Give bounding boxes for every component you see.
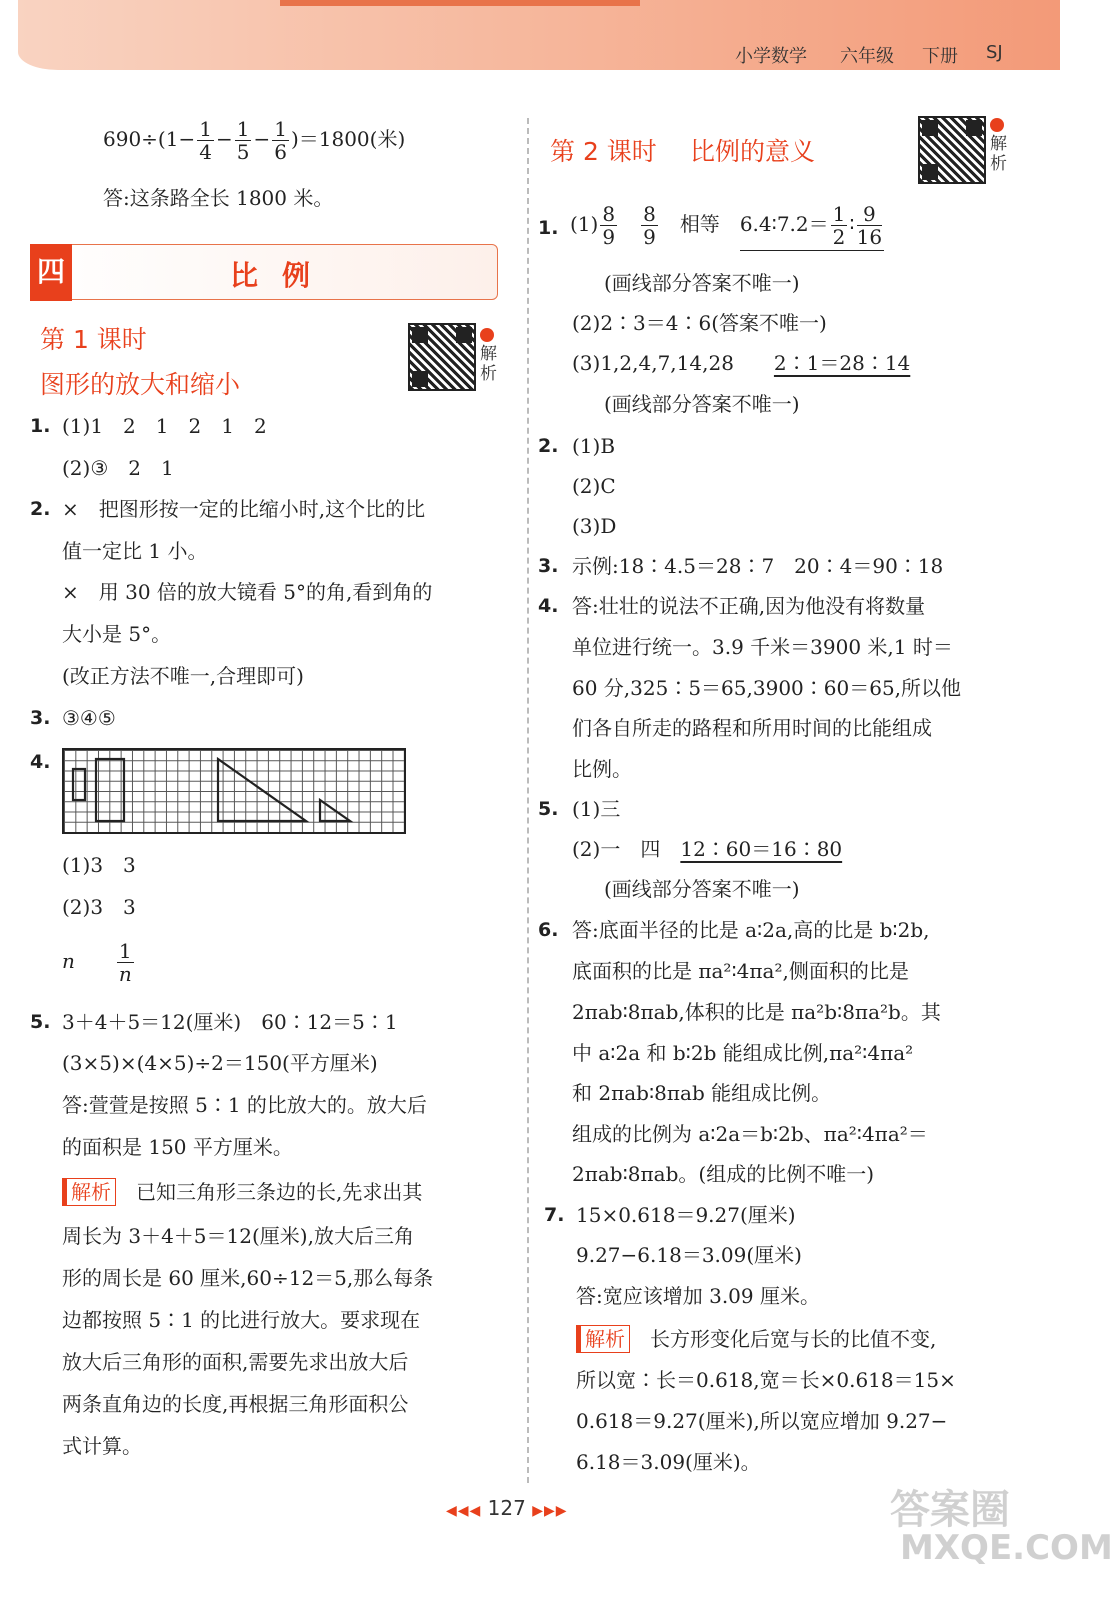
header-accent-bar xyxy=(280,0,640,6)
prev-answer: 答:这条路全长 1800 米。 xyxy=(103,186,334,210)
qr-label-lesson1[interactable]: 解析 xyxy=(480,328,500,384)
q5-explanation-line5: 放大后三角形的面积,需要先求出放大后 xyxy=(62,1350,409,1374)
q5-explanation-line3: 形的周长是 60 厘米,60÷12＝5,那么每条 xyxy=(62,1266,434,1290)
page-number: 127 xyxy=(487,1496,526,1520)
r-q2-part3: (3)D xyxy=(572,514,617,538)
r-q3-answer: 示例:18∶4.5＝28∶7 20∶4＝90∶18 xyxy=(572,554,944,578)
q5-explanation-line1: 解析 已知三角形三条边的长,先求出其 xyxy=(62,1178,422,1206)
r-q6-line3: 2πab∶8πab,体积的比是 πa²b∶8πa²b。其 xyxy=(572,1000,941,1024)
lesson1-number: 第 1 课时 xyxy=(40,325,147,354)
qr-code-lesson1[interactable] xyxy=(408,323,476,391)
r-q4-line5: 比例。 xyxy=(572,757,632,781)
r-q1-part1: (1) $\frac{8}{9}$ $\frac{8}{9}$ 相等 6.4∶7.2＝ $\frac{1}{2}$ ∶ $\frac{9}{16}$ xyxy=(570,202,883,249)
r-q7-explanation-line1: 解析 长方形变化后宽与长的比值不变, xyxy=(576,1325,936,1353)
q4-part1: (1)3 3 xyxy=(62,853,136,877)
q1-number: 1. xyxy=(30,415,51,437)
qr-label-lesson2[interactable]: 解析 xyxy=(990,118,1010,174)
r-q5-part2: (2)一 四 12∶60＝16∶80 xyxy=(572,837,843,861)
r-q7-line1: 15×0.618＝9.27(厘米) xyxy=(576,1203,796,1227)
q2-line5: (改正方法不唯一,合理即可) xyxy=(62,664,304,688)
lesson2-title: 比例的意义 xyxy=(690,137,816,166)
r-q2-number: 2. xyxy=(538,435,559,457)
page-header-band xyxy=(18,0,1060,70)
watermark-logo: 答案圈 xyxy=(890,1487,1010,1533)
q3-number: 3. xyxy=(30,707,51,729)
next-page-arrows[interactable]: ▶▶▶ xyxy=(532,1503,568,1519)
r-q6-line5: 和 2πab∶8πab 能组成比例。 xyxy=(572,1081,832,1105)
r-q4-line3: 60 分,325∶5＝65,3900∶60＝65,所以他 xyxy=(572,676,962,700)
r-q6-number: 6. xyxy=(538,919,559,941)
q4-shapes xyxy=(62,748,406,834)
q5-line3: 答:萱萱是按照 5∶1 的比放大的。放大后 xyxy=(62,1093,427,1117)
r-q7-line3: 答:宽应该增加 3.09 厘米。 xyxy=(576,1284,820,1308)
q2-line1: × 把图形按一定的比缩小时,这个比的比 xyxy=(62,497,426,521)
r-q1-number: 1. xyxy=(538,217,559,239)
r-q1-note2: (画线部分答案不唯一) xyxy=(604,392,800,416)
q2-number: 2. xyxy=(30,498,51,520)
analysis-tag: 解析 xyxy=(576,1325,630,1353)
q5-line4: 的面积是 150 平方厘米。 xyxy=(62,1135,293,1159)
r-q4-line2: 单位进行统一。3.9 千米＝3900 米,1 时＝ xyxy=(572,635,953,659)
r-q5-note: (画线部分答案不唯一) xyxy=(604,877,800,901)
r-q5-number: 5. xyxy=(538,798,559,820)
unit-title: 比例 xyxy=(230,259,335,292)
lesson1-title: 图形的放大和缩小 xyxy=(40,370,241,399)
q5-line2: (3×5)×(4×5)÷2＝150(平方厘米) xyxy=(62,1051,378,1075)
r-q4-line4: 们各自所走的路程和所用时间的比能组成 xyxy=(572,716,932,740)
header-edition: SJ xyxy=(986,42,1003,63)
r-q6-line2: 底面积的比是 πa²∶4πa²,侧面积的比是 xyxy=(572,959,909,983)
q4-number: 4. xyxy=(30,751,51,773)
r-q6-line4: 中 a∶2a 和 b∶2b 能组成比例,πa²∶4πa² xyxy=(572,1041,914,1065)
r-q7-explanation-line2: 所以宽∶长＝0.618,宽＝长×0.618＝15× xyxy=(576,1368,956,1392)
play-icon xyxy=(480,328,494,342)
q3-answer: ③④⑤ xyxy=(62,706,116,730)
q4-part3: n $\frac{1}{n}$ xyxy=(62,939,132,986)
header-volume: 下册 xyxy=(922,46,958,67)
r-q6-line1: 答:底面半径的比是 a∶2a,高的比是 b∶2b, xyxy=(572,918,930,942)
watermark-site: MXQE.COM xyxy=(900,1528,1113,1568)
r-q4-line1: 答:壮壮的说法不正确,因为他没有将数量 xyxy=(572,594,926,618)
q2-line2: 值一定比 1 小。 xyxy=(62,539,208,563)
qr-code-lesson2[interactable] xyxy=(918,116,986,184)
lesson2-number: 第 2 课时 xyxy=(550,137,657,166)
q2-line4: 大小是 5°。 xyxy=(62,622,172,646)
analysis-tag: 解析 xyxy=(62,1178,116,1206)
r-q4-number: 4. xyxy=(538,595,559,617)
q1-part1: (1)1 2 1 2 1 2 xyxy=(62,414,267,438)
header-subject: 小学数学 xyxy=(735,46,807,67)
pager xyxy=(446,1496,568,1520)
r-q1-note1: (画线部分答案不唯一) xyxy=(604,271,800,295)
q5-number: 5. xyxy=(30,1011,51,1033)
q5-explanation-line7: 式计算。 xyxy=(62,1434,142,1458)
r-q7-explanation-line3: 0.618＝9.27(厘米),所以宽应增加 9.27− xyxy=(576,1409,948,1433)
r-q1-part2: (2)2∶3＝4∶6(答案不唯一) xyxy=(572,311,827,335)
r-q7-line2: 9.27−6.18＝3.09(厘米) xyxy=(576,1243,802,1267)
header-grade: 六年级 xyxy=(840,46,894,67)
r-q7-explanation-line4: 6.18＝3.09(厘米)。 xyxy=(576,1450,761,1474)
r-q1-part3: (3)1,2,4,7,14,28 2∶1＝28∶14 xyxy=(572,351,911,375)
q5-line1: 3＋4＋5＝12(厘米) 60∶12＝5∶1 xyxy=(62,1010,398,1034)
r-q6-line6: 组成的比例为 a∶2a＝b∶2b、πa²∶4πa²＝ xyxy=(572,1122,928,1146)
q5-explanation-line2: 周长为 3＋4＋5＝12(厘米),放大后三角 xyxy=(62,1224,414,1248)
r-q2-part1: (1)B xyxy=(572,434,616,458)
r-q7-number: 7. xyxy=(544,1204,565,1226)
play-icon xyxy=(990,118,1004,132)
q5-explanation-line6: 两条直角边的长度,再根据三角形面积公 xyxy=(62,1392,409,1416)
q2-line3: × 用 30 倍的放大镜看 5°的角,看到角的 xyxy=(62,580,433,604)
q5-explanation-line4: 边都按照 5∶1 的比进行放大。要求现在 xyxy=(62,1308,421,1332)
column-divider xyxy=(527,118,529,1483)
r-q3-number: 3. xyxy=(538,555,559,577)
unit-number: 四 xyxy=(30,244,72,301)
r-q6-line7: 2πab∶8πab。(组成的比例不唯一) xyxy=(572,1162,875,1186)
r-q2-part2: (2)C xyxy=(572,474,616,498)
prev-equation: 690÷(1− $\frac{1}{4}$ − $\frac{1}{5}$ − $\frac{1}{6}$ )＝1800(米) xyxy=(103,117,406,164)
q1-part2: (2)③ 2 1 xyxy=(62,456,174,480)
prev-page-arrows[interactable]: ◀◀◀ xyxy=(446,1503,482,1519)
q4-part2: (2)3 3 xyxy=(62,895,136,919)
r-q5-part1: (1)三 xyxy=(572,797,621,821)
